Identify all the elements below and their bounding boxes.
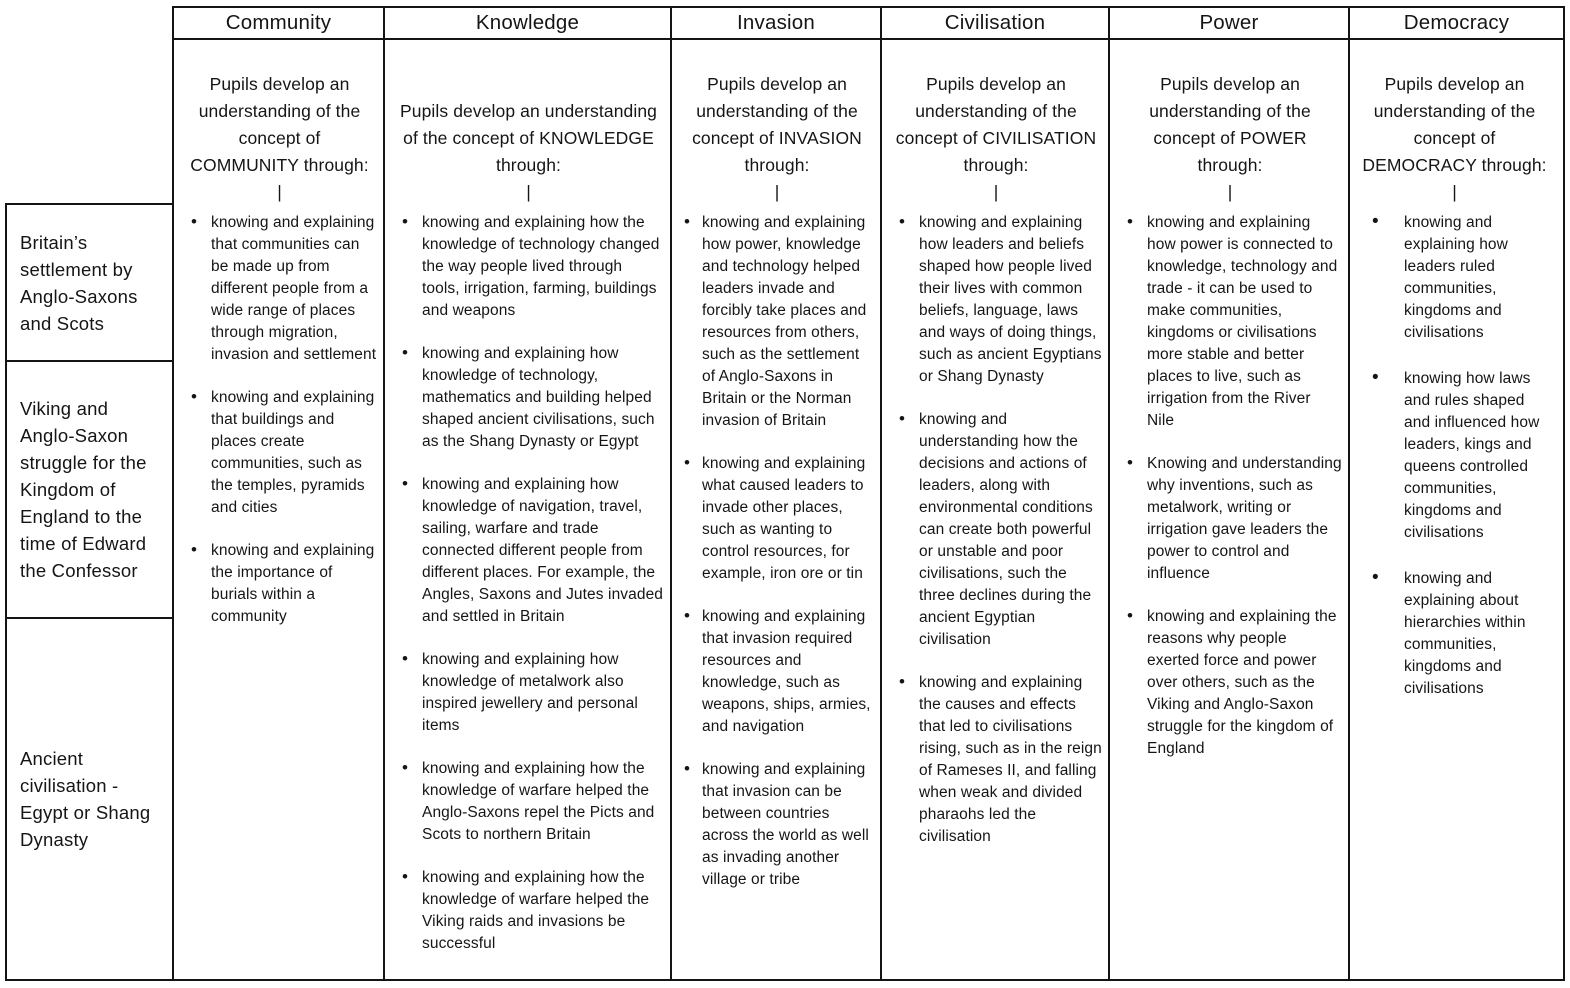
concept-intro-text: Pupils develop an understanding of the concept of INVASION through: bbox=[692, 74, 862, 175]
bullet-item: • knowing and explaining how the knowledge of warfare helped the Anglo-Saxons repel the Picts and Scots to northern Britain bbox=[393, 758, 664, 846]
bullet-item: • Knowing and understanding why inventions, such as metalwork, writing or irrigation gave leaders the power to control and influence bbox=[1118, 453, 1342, 585]
concept-column-body bbox=[1110, 40, 1348, 979]
text-cursor-glyph: | bbox=[277, 182, 282, 202]
topic-row-ancient-civilisation bbox=[5, 617, 172, 981]
concept-column-header: Civilisation bbox=[882, 8, 1108, 40]
bullet-item: • knowing and explaining that invasion can be between countries across the world as well as invading another village or tribe bbox=[678, 759, 876, 891]
concept-column-civilisation bbox=[882, 8, 1110, 979]
concept-column-header: Knowledge bbox=[385, 8, 670, 40]
concept-bullet-list bbox=[1358, 212, 1551, 700]
bullet-item: • knowing and explaining the causes and effects that led to civilisations rising, such as in the reign of Rameses II, and falling when weak and divided pharaohs led the civilisation bbox=[890, 672, 1102, 848]
concept-column-body bbox=[672, 40, 880, 979]
concept-intro-text: Pupils develop an understanding of the concept of COMMUNITY through: bbox=[190, 74, 369, 175]
topic-row-label: Britain’s settlement by Anglo-Saxons and Scots bbox=[20, 231, 138, 334]
bullet-item: • knowing and understanding how the decisions and actions of leaders, along with environmental conditions can create both powerful or unstable and poor civilisations, such the three declines during the ancient Egyptian civilisation bbox=[890, 409, 1102, 651]
bullet-item: • knowing and explaining what caused leaders to invade other places, such as wanting to control resources, for example, iron ore or tin bbox=[678, 453, 876, 585]
concept-bullet-list bbox=[182, 212, 377, 628]
concept-intro-block bbox=[393, 40, 664, 206]
concept-column-header: Invasion bbox=[672, 8, 880, 40]
topic-row-label: Viking and Anglo-Saxon struggle for the Kingdom of England to the time of Edward the Confessor bbox=[20, 398, 147, 581]
concept-column-header: Democracy bbox=[1350, 8, 1563, 40]
concept-column-header: Power bbox=[1110, 8, 1348, 40]
text-cursor-glyph: | bbox=[526, 182, 531, 202]
text-cursor-glyph: | bbox=[1452, 182, 1457, 202]
bullet-item: • knowing and explaining how power is connected to knowledge, technology and trade - it can be used to make communities, kingdoms or civilisations more stable and better places to live, such as irrigation from the River Nile bbox=[1118, 212, 1342, 432]
concept-intro-text: Pupils develop an understanding of the concept of DEMOCRACY through: bbox=[1362, 74, 1547, 175]
bullet-item: • knowing how laws and rules shaped and influenced how leaders, kings and queens controlled communities, kingdoms and civilisations bbox=[1358, 368, 1551, 544]
concept-column-body bbox=[882, 40, 1108, 979]
concept-column-body bbox=[385, 40, 670, 979]
bullet-item: • knowing and explaining how knowledge of technology, mathematics and building helped shaped ancient civilisations, such as the Shang Dynasty or Egypt bbox=[393, 343, 664, 453]
concept-column-community bbox=[174, 8, 385, 979]
concept-bullet-list bbox=[678, 212, 876, 891]
concept-column-header: Community bbox=[174, 8, 383, 40]
bullet-item: • knowing and explaining that invasion required resources and knowledge, such as weapons, ships, armies, and navigation bbox=[678, 606, 876, 738]
concept-intro-text: Pupils develop an understanding of the concept of KNOWLEDGE through: bbox=[399, 101, 658, 175]
concept-column-power bbox=[1110, 8, 1350, 979]
bullet-item: • knowing and explaining how knowledge of navigation, travel, sailing, warfare and trade connected different people from different places. For example, the Angles, Saxons and Jutes invaded and settled in Britain bbox=[393, 474, 664, 628]
topic-row-viking-struggle bbox=[5, 360, 172, 619]
bullet-item: • knowing and explaining how knowledge of metalwork also inspired jewellery and personal items bbox=[393, 649, 664, 737]
concept-bullet-list bbox=[393, 212, 664, 955]
bullet-item: • knowing and explaining that communities can be made up from different people from a wide range of places through migration, invasion and settlement bbox=[182, 212, 377, 366]
concept-intro-block bbox=[1358, 40, 1551, 206]
bullet-item: • knowing and explaining how leaders ruled communities, kingdoms and civilisations bbox=[1358, 212, 1551, 344]
topic-row-britain-settlement bbox=[5, 203, 172, 362]
bullet-item: • knowing and explaining that buildings and places create communities, such as the temples, pyramids and cities bbox=[182, 387, 377, 519]
concept-column-body bbox=[174, 40, 383, 979]
concept-column-body bbox=[1350, 40, 1563, 979]
concept-bullet-list bbox=[1118, 212, 1342, 760]
bullet-item: • knowing and explaining about hierarchies within communities, kingdoms and civilisations bbox=[1358, 568, 1551, 700]
bullet-item: • knowing and explaining the reasons why people exerted force and power over others, such as the Viking and Anglo-Saxon struggle for the kingdom of England bbox=[1118, 606, 1342, 760]
topic-row-labels bbox=[5, 203, 172, 981]
concept-columns-grid bbox=[172, 6, 1565, 981]
concept-intro-text: Pupils develop an understanding of the concept of POWER through: bbox=[1149, 74, 1311, 175]
bullet-item: • knowing and explaining how the knowledge of technology changed the way people lived through tools, irrigation, farming, buildings and weapons bbox=[393, 212, 664, 322]
text-cursor-glyph: | bbox=[1227, 182, 1233, 202]
text-cursor-glyph: | bbox=[993, 182, 999, 202]
concept-column-democracy bbox=[1350, 8, 1563, 979]
bullet-item: • knowing and explaining the importance of burials within a community bbox=[182, 540, 377, 628]
concept-intro-text: Pupils develop an understanding of the concept of CIVILISATION through: bbox=[895, 74, 1097, 175]
concept-column-knowledge bbox=[385, 8, 672, 979]
bullet-item: • knowing and explaining how leaders and beliefs shaped how people lived their lives with common beliefs, language, laws and ways of doing things, such as ancient Egyptians or Shang Dynasty bbox=[890, 212, 1102, 388]
text-cursor-glyph: | bbox=[774, 182, 780, 202]
concept-intro-block bbox=[182, 40, 377, 206]
concept-intro-block bbox=[890, 40, 1102, 206]
concept-intro-block bbox=[1118, 40, 1342, 206]
topic-row-label: Ancient civilisation - Egypt or Shang Dynasty bbox=[20, 748, 151, 850]
bullet-item: • knowing and explaining how power, knowledge and technology helped leaders invade and forcibly take places and resources from others, such as the settlement of Anglo-Saxons in Britain or the Norman invasion of Britain bbox=[678, 212, 876, 432]
concept-intro-block bbox=[678, 40, 876, 206]
concept-bullet-list bbox=[890, 212, 1102, 848]
bullet-item: • knowing and explaining how the knowledge of warfare helped the Viking raids and invasions be successful bbox=[393, 867, 664, 955]
concept-column-invasion bbox=[672, 8, 882, 979]
